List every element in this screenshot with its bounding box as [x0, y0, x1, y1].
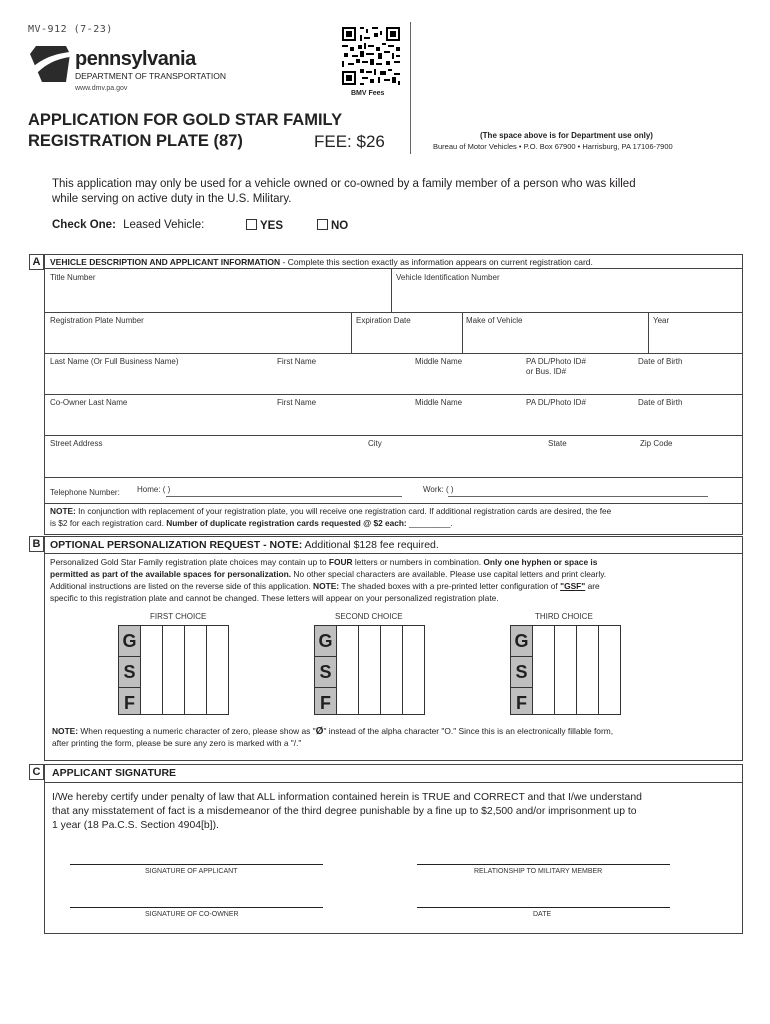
section-b-letter: B	[29, 536, 44, 552]
first-choice-char-4[interactable]	[206, 625, 229, 715]
qr-caption: BMV Fees	[351, 90, 385, 97]
relationship-line[interactable]	[417, 864, 670, 865]
state-label: State	[548, 439, 567, 448]
date-label: DATE	[533, 911, 552, 918]
co-dob-label: Date of Birth	[638, 398, 683, 407]
expiration-field[interactable]	[353, 326, 460, 351]
first-choice-grid	[119, 625, 229, 715]
section-c-box	[44, 764, 743, 934]
dept-use-note: (The space above is for Department use only)	[480, 131, 653, 140]
make-label: Make of Vehicle	[466, 316, 523, 325]
vin-label: Vehicle Identification Number	[396, 273, 500, 282]
co-owner-last-label: Co-Owner Last Name	[50, 398, 128, 407]
section-b-note-line-1: NOTE: When requesting a numeric character of zero, please show as "Ø" instead of the alpha character "O." Since this is an electronically fillable form,	[52, 726, 614, 737]
yes-checkbox[interactable]	[246, 219, 257, 230]
dob-label: Date of Birth	[638, 357, 683, 366]
relationship-label: RELATIONSHIP TO MILITARY MEMBER	[474, 868, 603, 875]
zip-label: Zip Code	[640, 439, 673, 448]
section-a-letter: A	[29, 254, 44, 270]
yes-label: YES	[260, 220, 284, 232]
second-choice-char-3[interactable]	[380, 625, 403, 715]
make-field[interactable]	[464, 326, 646, 351]
no-label: NO	[331, 220, 349, 232]
applicant-name-field[interactable]	[46, 376, 741, 394]
third-choice-char-1[interactable]	[532, 625, 555, 715]
check-one-label: Check One:	[52, 219, 116, 231]
fee: FEE: $26	[314, 132, 385, 151]
section-c-letter: C	[29, 764, 44, 780]
keystone-logo-icon	[30, 44, 72, 84]
applicant-signature-line[interactable]	[70, 864, 323, 865]
section-c-heading: APPLICANT SIGNATURE	[52, 767, 177, 779]
logo-department: DEPARTMENT OF TRANSPORTATION	[75, 71, 226, 81]
work-phone-label: Work: ( )	[423, 485, 454, 494]
home-phone-label: Home: ( )	[137, 485, 171, 494]
expiration-label: Expiration Date	[356, 316, 411, 325]
leased-vehicle-label: Leased Vehicle:	[123, 219, 205, 231]
section-a-note-line-2: is $2 for each registration card. Number of duplicate registration cards requested @ $2 each: _________.	[50, 518, 453, 528]
applicant-signature-label: SIGNATURE OF APPLICANT	[145, 868, 238, 875]
qr-code-icon[interactable]	[340, 25, 402, 87]
title-number-label: Title Number	[50, 273, 96, 282]
title-number-field[interactable]	[46, 283, 390, 310]
no-option[interactable]	[317, 219, 348, 232]
third-choice-grid	[511, 625, 621, 715]
third-choice-char-2[interactable]	[554, 625, 577, 715]
second-choice-char-1[interactable]	[336, 625, 359, 715]
third-choice-label: THIRD CHOICE	[535, 612, 593, 621]
gsf-prefix: G S F	[118, 625, 141, 715]
year-field[interactable]	[650, 326, 741, 351]
section-b-para-2: permitted as part of the available spaces for personalization. No other special characters are available. Please use capital letters and print clearly.	[50, 569, 607, 579]
city-label: City	[368, 439, 382, 448]
title-line-2: REGISTRATION PLATE (87)	[28, 132, 243, 150]
check-one-row	[52, 219, 204, 231]
address-field[interactable]	[46, 450, 741, 476]
intro-line-2: while serving on active duty in the U.S. Military.	[52, 193, 292, 205]
gsf-prefix: G S F	[510, 625, 533, 715]
section-b-para-4: specific to this registration plate and cannot be changed. These letters will appear on your personalized registration plate.	[50, 593, 499, 603]
second-choice-label: SECOND CHOICE	[335, 612, 403, 621]
certification-line-1: I/We hereby certify under penalty of law that ALL information contained herein is TRUE and CORRECT and that I/we understand	[52, 792, 642, 803]
pa-dl-label-1: PA DL/Photo ID#	[526, 357, 586, 366]
middle-name-label: Middle Name	[415, 357, 463, 366]
vin-field[interactable]	[393, 283, 741, 310]
co-middle-name-label: Middle Name	[415, 398, 463, 407]
section-b-note-line-2: after printing the form, please be sure any zero is marked with a "/."	[52, 738, 302, 748]
section-a-heading: VEHICLE DESCRIPTION AND APPLICANT INFORMATION - Complete this section exactly as information appears on current registration card.	[50, 257, 593, 267]
second-choice-char-2[interactable]	[358, 625, 381, 715]
plate-number-field[interactable]	[46, 326, 348, 351]
title-line-1: APPLICATION FOR GOLD STAR FAMILY	[28, 111, 343, 129]
co-first-name-label: First Name	[277, 398, 317, 407]
no-checkbox[interactable]	[317, 219, 328, 230]
year-label: Year	[653, 316, 670, 325]
work-phone-field[interactable]	[448, 496, 708, 497]
first-choice-char-3[interactable]	[184, 625, 207, 715]
telephone-label: Telephone Number:	[50, 488, 120, 497]
certification-line-2: that any misstatement of fact is a misdemeanor of the third degree punishable by a fine up to $2,500 and/or imprisonment up to	[52, 806, 637, 817]
last-name-label: Last Name (Or Full Business Name)	[50, 357, 179, 366]
pa-dl-label-2: or Bus. ID#	[526, 367, 567, 376]
gsf-prefix: G S F	[314, 625, 337, 715]
co-owner-field[interactable]	[46, 410, 741, 434]
home-phone-field[interactable]	[166, 496, 402, 497]
date-line[interactable]	[417, 907, 670, 908]
section-a-note-line-1: NOTE: In conjunction with replacement of your registration plate, you will receive one registration card. If additional registration cards are desired, the fee	[50, 506, 612, 516]
bureau-address: Bureau of Motor Vehicles • P.O. Box 67900 • Harrisburg, PA 17106-7900	[433, 142, 673, 151]
section-b-heading: OPTIONAL PERSONALIZATION REQUEST - NOTE: Additional $128 fee required.	[50, 539, 439, 551]
form-id: MV-912 (7-23)	[28, 24, 113, 35]
second-choice-grid	[315, 625, 425, 715]
second-choice-char-4[interactable]	[402, 625, 425, 715]
plate-number-label: Registration Plate Number	[50, 316, 144, 325]
third-choice-char-4[interactable]	[598, 625, 621, 715]
co-owner-signature-label: SIGNATURE OF CO-OWNER	[145, 911, 239, 918]
intro-line-1: This application may only be used for a vehicle owned or co-owned by a family member of a person who was killed	[52, 178, 636, 190]
first-name-label: First Name	[277, 357, 317, 366]
section-b-para-3: Additional instructions are listed on the reverse side of this application. NOTE: The shaded boxes with a pre-printed letter configuration of "GSF" are	[50, 581, 600, 591]
logo-wordmark: pennsylvania	[75, 48, 196, 70]
co-owner-signature-line[interactable]	[70, 907, 323, 908]
co-pa-dl-label: PA DL/Photo ID#	[526, 398, 586, 407]
section-b-para-1: Personalized Gold Star Family registration plate choices may contain up to FOUR letters or numbers in combination. Only one hyphen or space is	[50, 557, 598, 567]
first-choice-char-1[interactable]	[140, 625, 163, 715]
certification-line-3: 1 year (18 Pa.C.S. Section 4904[b]).	[52, 820, 219, 831]
yes-option[interactable]	[246, 219, 283, 232]
first-choice-label: FIRST CHOICE	[150, 612, 207, 621]
first-choice-char-2[interactable]	[162, 625, 185, 715]
logo-url[interactable]: www.dmv.pa.gov	[75, 85, 128, 92]
street-label: Street Address	[50, 439, 103, 448]
dept-use-divider	[410, 22, 411, 154]
third-choice-char-3[interactable]	[576, 625, 599, 715]
